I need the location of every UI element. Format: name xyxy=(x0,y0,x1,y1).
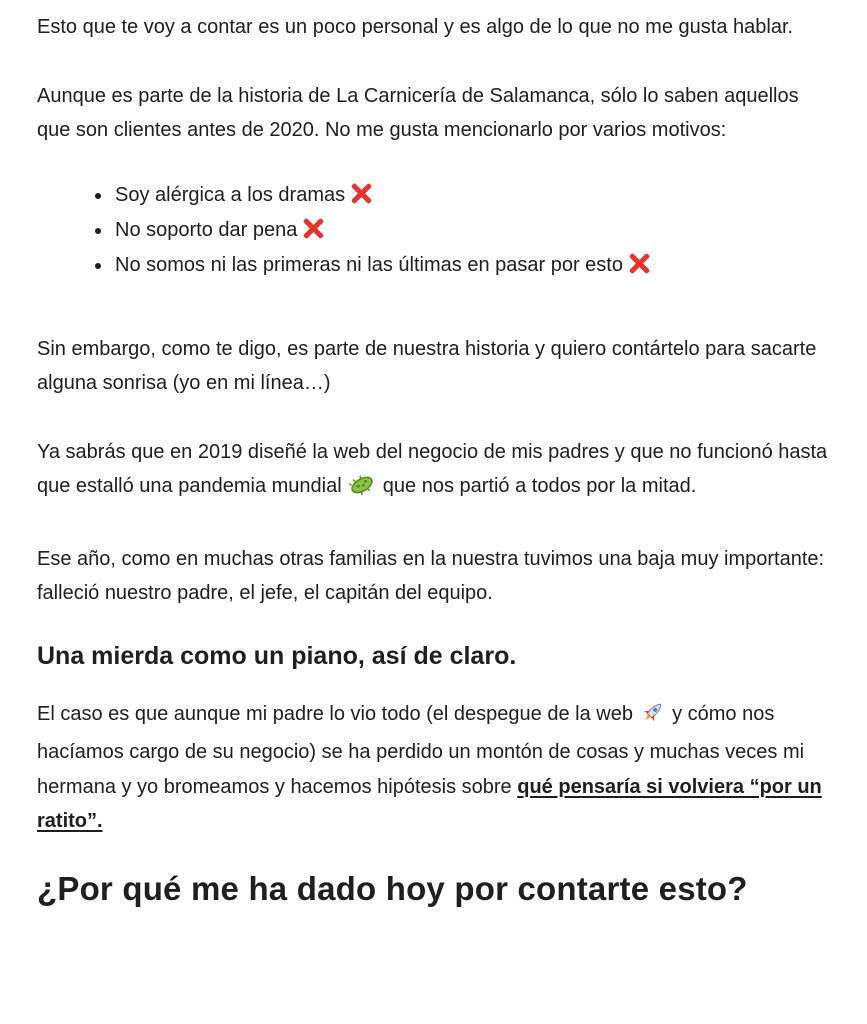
section-heading: ¿Por qué me ha dado hoy por contarte esto? xyxy=(37,869,748,907)
context-paragraph: Aunque es parte de la historia de La Carnicería de Salamanca, sólo lo saben aquellos que son clientes antes de 2020. No me gusta mencionarlo por varios motivos: xyxy=(37,84,799,141)
story-paragraph: Sin embargo, como te digo, es parte de nuestra historia y quiero contártelo para sacarte alguna sonrisa (yo en mi línea…) xyxy=(37,337,817,394)
father-paragraph xyxy=(37,697,837,839)
list-item-text: No somos ni las primeras ni las últimas en pasar por esto xyxy=(115,253,623,276)
section-subheading: Una mierda como un piano, así de claro. xyxy=(37,641,517,670)
rocket-icon xyxy=(641,700,665,736)
cross-mark-icon xyxy=(301,216,326,241)
reasons-list-container xyxy=(37,178,837,283)
list-item xyxy=(115,213,837,248)
reasons-list xyxy=(37,178,837,283)
father-paragraph-start: El caso es que aunque mi padre lo vio todo (el despegue de la web xyxy=(37,702,633,725)
list-item xyxy=(115,178,837,213)
web-paragraph-start: Ya sabrás que en 2019 diseñé la web del negocio de mis padres y que no funcionó hasta que estalló una pandemia mundial xyxy=(37,440,828,497)
list-item-text: Soy alérgica a los dramas xyxy=(115,183,346,206)
microbe-icon xyxy=(349,473,375,508)
loss-paragraph: Ese año, como en muchas otras familias en la nuestra tuvimos una baja muy importante: falleció nuestro padre, el jefe, el capitán del equipo. xyxy=(37,547,825,604)
cross-mark-icon xyxy=(627,251,652,276)
cross-mark-icon xyxy=(349,181,374,206)
web-paragraph xyxy=(37,435,837,508)
intro-paragraph: Esto que te voy a contar es un poco personal y es algo de lo que no me gusta hablar. xyxy=(37,16,794,38)
list-item xyxy=(115,248,837,283)
list-item-text: No soporto dar pena xyxy=(115,218,298,241)
hypothesis-link[interactable]: qué pensaría si volviera “por un ratito”. xyxy=(37,775,822,832)
web-paragraph-end: que nos partió a todos por la mitad. xyxy=(382,475,697,497)
father-paragraph-middle: y cómo nos hacíamos cargo de su negocio) se ha perdido un montón de cosas y muchas veces mi hermana y yo bromeamos y hacemos hipótesis sobre xyxy=(37,702,805,798)
